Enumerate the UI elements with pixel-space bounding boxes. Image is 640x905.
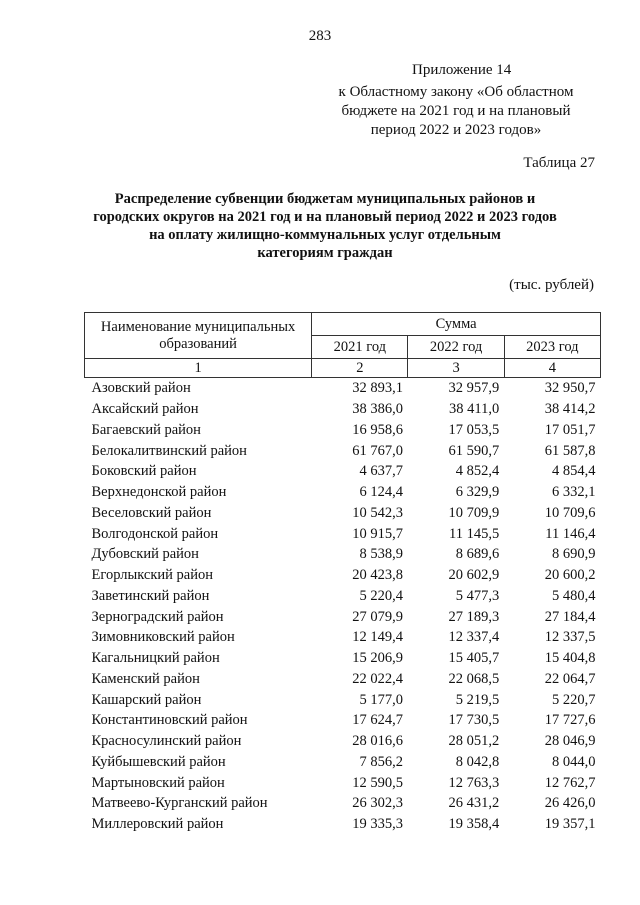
value-2021: 16 958,6 [352, 421, 403, 438]
municipality-name: Веселовский район [91, 504, 212, 521]
municipality-name: Каменский район [91, 670, 200, 687]
municipality-name: Кагальницкий район [91, 650, 220, 667]
document-title [60, 190, 590, 262]
value-2023: 6 332,1 [552, 484, 596, 501]
law-reference [320, 83, 592, 140]
value-2022: 12 763,3 [448, 774, 500, 791]
value-2023: 11 146,4 [545, 525, 596, 542]
value-2023: 28 046,9 [544, 733, 596, 750]
value-2021: 10 915,7 [352, 525, 403, 542]
value-2021: 4 637,7 [359, 463, 403, 480]
value-2021: 10 542,3 [352, 504, 403, 521]
value-2023: 17 727,6 [544, 712, 596, 729]
municipality-name: Матвеево-Курганский район [91, 795, 268, 812]
table-row [85, 378, 601, 399]
value-2023: 19 357,1 [544, 816, 596, 833]
appendix-label: Приложение 14 [412, 62, 512, 78]
value-2023: 8 690,9 [552, 546, 596, 563]
law-reference-line: период 2022 и 2023 годов» [370, 122, 542, 138]
value-2021: 20 423,8 [352, 567, 403, 584]
table-body [85, 378, 601, 835]
table-row [85, 689, 601, 710]
value-2022: 11 145,5 [449, 525, 500, 542]
table-row [85, 710, 601, 731]
value-2021: 8 538,9 [359, 546, 403, 563]
header-name-line: образований [159, 335, 237, 352]
table-row [85, 440, 601, 461]
value-2022: 17 053,5 [448, 421, 500, 438]
column-number: 3 [408, 359, 504, 378]
table-row [85, 523, 601, 544]
municipality-name: Волгодонской район [91, 525, 219, 542]
value-2023: 32 950,7 [544, 380, 596, 397]
value-2021: 28 016,6 [352, 733, 403, 750]
municipality-name: Миллеровский район [91, 816, 224, 833]
municipality-name: Дубовский район [91, 546, 199, 563]
value-2021: 38 386,0 [352, 401, 403, 418]
value-2022: 26 431,2 [448, 795, 500, 812]
municipality-name: Зимовниковский район [91, 629, 235, 646]
value-2023: 4 854,4 [552, 463, 596, 480]
municipality-name: Красносулинский район [91, 733, 242, 750]
value-2023: 22 064,7 [544, 670, 596, 687]
value-2022: 6 329,9 [455, 484, 500, 501]
table-row [85, 772, 601, 793]
value-2022: 32 957,9 [448, 380, 500, 397]
column-numbers-row [85, 359, 601, 378]
value-2021: 17 624,7 [352, 712, 403, 729]
value-2021: 32 893,1 [352, 380, 403, 397]
value-2023: 20 600,2 [544, 567, 596, 584]
municipality-name: Зерноградский район [91, 608, 224, 625]
value-2022: 20 602,9 [448, 567, 500, 584]
value-2022: 17 730,5 [448, 712, 500, 729]
value-2022: 4 852,4 [455, 463, 500, 480]
municipality-name: Азовский район [91, 380, 191, 397]
title-line: категориям граждан [257, 245, 393, 261]
subvention-table [84, 312, 601, 835]
value-2021: 7 856,2 [359, 753, 403, 770]
value-2022: 38 411,0 [449, 401, 500, 418]
value-2023: 27 184,4 [544, 608, 596, 625]
value-2023: 61 587,8 [544, 442, 596, 459]
title-line: Распределение субвенции бюджетам муниципальных районов и [114, 191, 536, 207]
value-2021: 61 767,0 [352, 442, 403, 459]
law-reference-line: бюджете на 2021 год и на плановый [341, 103, 571, 119]
municipality-name: Кашарский район [91, 691, 202, 708]
value-2021: 12 590,5 [352, 774, 403, 791]
header-sum: Сумма [312, 313, 601, 336]
value-2022: 61 590,7 [448, 442, 500, 459]
value-2023: 15 404,8 [544, 650, 596, 667]
value-2023: 5 220,7 [552, 691, 596, 708]
municipality-name: Мартыновский район [91, 774, 225, 791]
value-2021: 15 206,9 [352, 650, 403, 667]
table-row [85, 814, 601, 835]
header-year-2022: 2022 год [408, 336, 504, 359]
value-2022: 5 477,3 [455, 587, 500, 604]
table-row [85, 461, 601, 482]
municipality-name: Багаевский район [91, 421, 201, 438]
table-row [85, 544, 601, 565]
header-name-line: Наименование муниципальных [100, 318, 296, 335]
law-reference-line: к Областному закону «Об областном [338, 84, 574, 100]
value-2021: 5 177,0 [359, 691, 403, 708]
value-2022: 27 189,3 [448, 608, 500, 625]
municipality-name: Белокалитвинский район [91, 442, 247, 459]
table-row [85, 399, 601, 420]
value-2022: 22 068,5 [448, 670, 500, 687]
value-2022: 10 709,9 [448, 504, 500, 521]
municipality-name: Егорлыкский район [91, 567, 213, 584]
value-2021: 5 220,4 [359, 587, 403, 604]
table-row [85, 606, 601, 627]
value-2021: 19 335,3 [352, 816, 403, 833]
value-2023: 38 414,2 [544, 401, 596, 418]
municipality-name: Боковский район [91, 463, 197, 480]
value-2022: 28 051,2 [448, 733, 500, 750]
value-2021: 26 302,3 [352, 795, 403, 812]
value-2022: 15 405,7 [448, 650, 500, 667]
municipality-name: Куйбышевский район [91, 753, 226, 770]
value-2023: 26 426,0 [544, 795, 596, 812]
table-row [85, 648, 601, 669]
value-2021: 6 124,4 [359, 484, 403, 501]
value-2021: 22 022,4 [352, 670, 403, 687]
value-2021: 27 079,9 [352, 608, 403, 625]
header-row [85, 313, 601, 336]
table-row [85, 752, 601, 773]
title-line: на оплату жилищно-коммунальных услуг отдельным [149, 227, 501, 243]
value-2022: 19 358,4 [448, 816, 500, 833]
municipality-name: Верхнедонской район [91, 484, 227, 501]
value-2022: 8 042,8 [455, 753, 500, 770]
table-row [85, 503, 601, 524]
municipality-name: Константиновский район [91, 712, 248, 729]
table-row [85, 627, 601, 648]
header-year-2021: 2021 год [312, 336, 408, 359]
table-row [85, 669, 601, 690]
page-number: 283 [308, 28, 332, 44]
header-name [85, 313, 312, 359]
units-label: (тыс. рублей) [509, 277, 594, 293]
value-2022: 12 337,4 [448, 629, 500, 646]
column-number: 2 [312, 359, 408, 378]
value-2022: 8 689,6 [455, 546, 500, 563]
table-row [85, 482, 601, 503]
header-year-2023: 2023 год [504, 336, 600, 359]
table-row [85, 586, 601, 607]
value-2021: 12 149,4 [352, 629, 403, 646]
table-row [85, 420, 601, 441]
value-2023: 12 337,5 [544, 629, 596, 646]
value-2023: 8 044,0 [552, 753, 596, 770]
column-number: 4 [504, 359, 600, 378]
value-2023: 12 762,7 [544, 774, 596, 791]
value-2022: 5 219,5 [455, 691, 500, 708]
municipality-name: Аксайский район [91, 401, 199, 418]
value-2023: 10 709,6 [544, 504, 596, 521]
value-2023: 17 051,7 [544, 421, 596, 438]
table-number: Таблица 27 [523, 155, 595, 171]
column-number: 1 [85, 359, 312, 378]
title-line: городских округов на 2021 год и на плановый период 2022 и 2023 годов [93, 209, 557, 225]
municipality-name: Заветинский район [91, 587, 210, 604]
table-row [85, 793, 601, 814]
table-row [85, 731, 601, 752]
value-2023: 5 480,4 [552, 587, 596, 604]
table-row [85, 565, 601, 586]
